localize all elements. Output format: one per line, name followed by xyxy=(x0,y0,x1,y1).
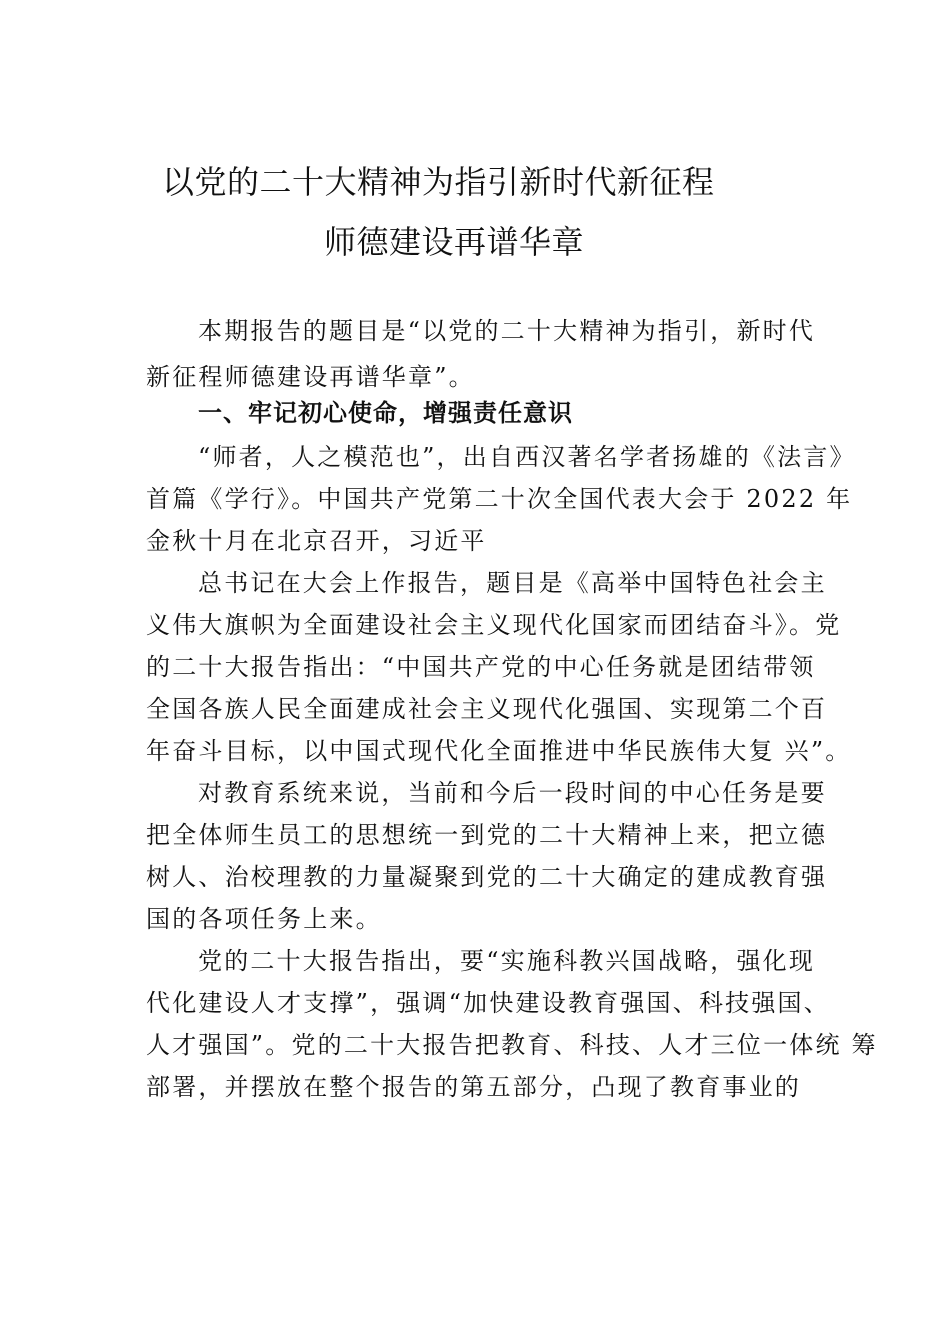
paragraph-3-line-1: 总书记在大会上作报告，题目是《高举中国特色社会主 xyxy=(198,569,827,597)
document-title-line-1: 以党的二十大精神为指引新时代新征程 xyxy=(162,163,715,201)
paragraph-3-line-3: 的二十大报告指出：“中国共产党的中心任务就是团结带领 xyxy=(146,653,816,681)
paragraph-5-line-3: 人才强国”。党的二十大报告把教育、科技、人才三位一体统 筹 xyxy=(146,1031,878,1059)
paragraph-5-line-4: 部署，并摆放在整个报告的第五部分，凸现了教育事业的 xyxy=(146,1073,801,1101)
paragraph-1-line-2: 新征程师德建设再谱华章”。 xyxy=(146,363,475,391)
paragraph-2-line-2: 首篇《学行》。中国共产党第二十次全国代表大会于 2022 年 xyxy=(146,485,853,513)
document-title-line-2: 师德建设再谱华章 xyxy=(324,223,585,261)
paragraph-1-line-1: 本期报告的题目是“以党的二十大精神为指引，新时代 xyxy=(198,317,816,345)
paragraph-3-line-5: 年奋斗目标，以中国式现代化全面推进中华民族伟大复 兴”。 xyxy=(146,737,852,765)
paragraph-4-line-3: 树人、治校理教的力量凝聚到党的二十大确定的建成教育强 xyxy=(146,863,828,891)
paragraph-4-line-2: 把全体师生员工的思想统一到党的二十大精神上来，把立德 xyxy=(146,821,828,849)
paragraph-5-line-1: 党的二十大报告指出，要“实施科教兴国战略，强化现 xyxy=(198,947,816,975)
paragraph-4-line-4: 国的各项任务上来。 xyxy=(146,905,382,933)
paragraph-3-line-2: 义伟大旗帜为全面建设社会主义现代化国家而团结奋斗》。党 xyxy=(146,611,842,639)
section-heading-1: 一、牢记初心使命，增强责任意识 xyxy=(198,399,573,427)
paragraph-2-line-1: “师者，人之模范也”，出自西汉著名学者扬雄的《法言》 xyxy=(198,443,856,471)
paragraph-5-line-2: 代化建设人才支撑”，强调“加快建设教育强国、科技强国、 xyxy=(146,989,830,1017)
paragraph-2-line-3: 金秋十月在北京召开，习近平 xyxy=(146,527,487,555)
paragraph-4-line-1: 对教育系统来说，当前和今后一段时间的中心任务是要 xyxy=(198,779,827,807)
paragraph-3-line-4: 全国各族人民全面建成社会主义现代化强国、实现第二个百 xyxy=(146,695,828,723)
